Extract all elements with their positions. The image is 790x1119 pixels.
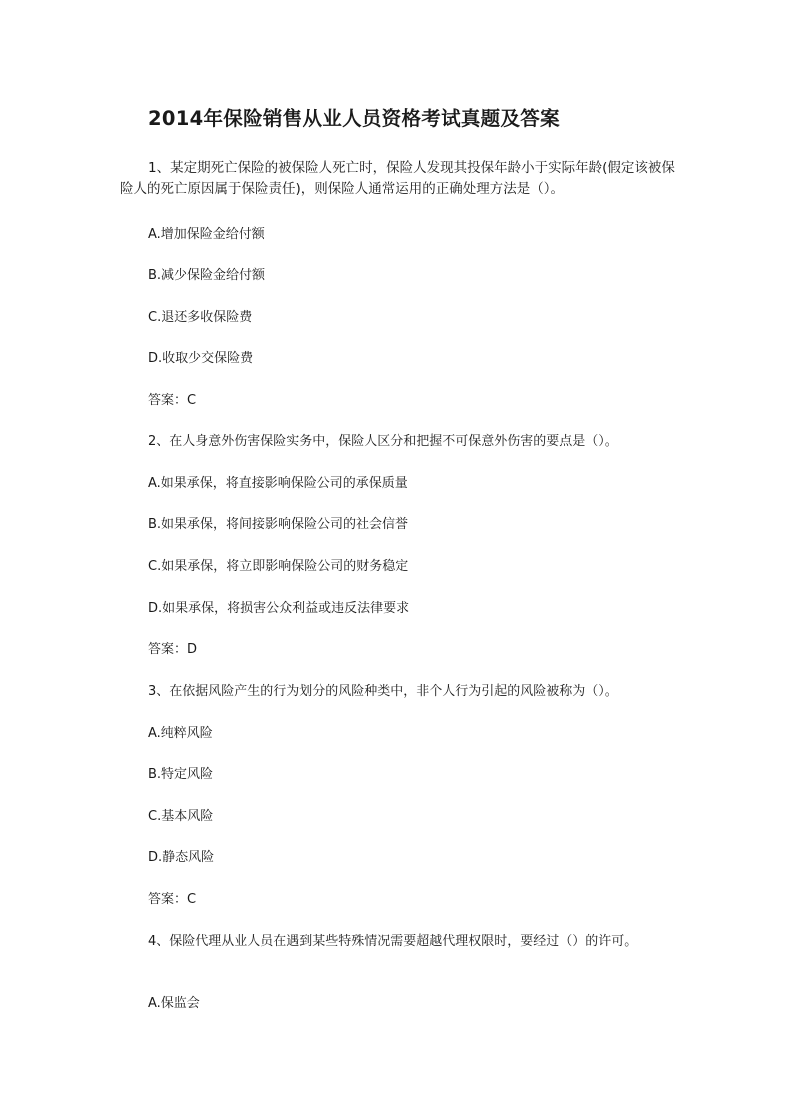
document-title: 2014年保险销售从业人员资格考试真题及答案 (148, 107, 560, 130)
question-3-option-b: B.特定风险 (148, 767, 214, 782)
question-3-option-a: A.纯粹风险 (148, 726, 213, 741)
question-2-option-a: A.如果承保，将直接影响保险公司的承保质量 (148, 476, 408, 491)
question-1-answer: 答案：C (148, 393, 197, 408)
question-1-option-d: D.收取少交保险费 (148, 351, 254, 366)
question-1-option-a: A.增加保险金给付额 (148, 227, 265, 242)
question-3-option-d: D.静态风险 (148, 850, 215, 865)
question-1-option-c: C.退还多收保险费 (148, 310, 253, 325)
question-2-option-c: C.如果承保，将立即影响保险公司的财务稳定 (148, 559, 409, 574)
question-2-stem: 2、在人身意外伤害保险实务中，保险人区分和把握不可保意外伤害的要点是（）。 (148, 434, 618, 449)
question-2-option-b: B.如果承保，将间接影响保险公司的社会信誉 (148, 517, 409, 532)
question-1-option-b: B.减少保险金给付额 (148, 268, 266, 283)
question-3-stem: 3、在依据风险产生的行为划分的风险种类中，非个人行为引起的风险被称为（）。 (148, 684, 618, 699)
question-4-stem: 4、保险代理从业人员在遇到某些特殊情况需要超越代理权限时，要经过（）的许可。 (148, 934, 638, 949)
question-2-option-d: D.如果承保，将损害公众利益或违反法律要求 (148, 601, 410, 616)
question-3-answer: 答案：C (148, 892, 197, 907)
question-2-answer: 答案：D (148, 642, 198, 657)
question-3-option-c: C.基本风险 (148, 809, 214, 824)
question-4-option-a: A.保监会 (148, 996, 200, 1011)
question-1-stem: 1、某定期死亡保险的被保险人死亡时，保险人发现其投保年龄小于实际年龄(假定该被保险人的死亡原因属于保险责任)，则保险人通常运用的正确处理方法是（）。 (120, 160, 675, 197)
